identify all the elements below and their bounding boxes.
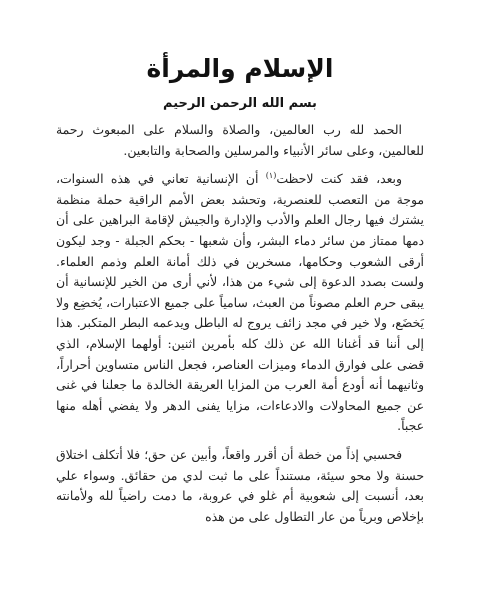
basmala-line: بسم الله الرحمن الرحيم — [163, 96, 317, 111]
document-title: الإسلام والمرأة — [146, 54, 334, 83]
paragraph-main-body: أن الإنسانية تعاني في هذه السنوات، موجة من التعصب للعنصرية، وتحشد بعض الأمم الراقية حملة منظمة يشترك فيها رجال العلم والأدب والإدارة والجيش لإقامة البراهين على أن دمها ممتاز من سائر دماء البشر، وأن شعبها - بحكم الجبلة - وجد ليكون أرقى الشعوب وحكامها، مسخرين في ذلك أمانة العلم وذمم العلماء. ولست بصدد الدعوة إلى شيء من هذا، لأني أرى من الخير للإنسانية أن يبقى حرم العلم مصوناً من العبث، سامياً على جميع الاعتبارات، يُخضِع ولا يَخضَع، ولا خير في مجد زائف يروج له الباطل ويدعمه البطر المتكبر. هذا إلى أننا قد أغنانا الله عن ذلك كله بأمرين اثنين: أولهما الإسلام، الذي قضى على فوارق الدماء وميزات العناصر، فجعل الناس متساوين أحراراً، وثانيهما أنه أودع أمة العرب من المزايا العريقة الخالدة ما جعلنا في غنى عن جميع المحاولات والادعاءات، مزايا يفنى الدهر ولا يفضي أهله منها عجباً. — [56, 171, 424, 434]
paragraph-opening: الحمد لله رب العالمين، والصلاة والسلام على المبعوث رحمة للعالمين، وعلى سائر الأنبياء والمرسلين والصحابة والتابعين. — [56, 122, 424, 158]
paragraph-closing: فحسبي إذاً من خطة أن أقرر واقعاً، وأبين عن حق؛ فلا أتكلف اختلاق حسنة ولا محو سيئة، مستنداً على ما ثبت لدي من حقائق. وسواء علي بعد، أنسبت إلى شعوبية أم غلو في عروبة، ما دمت راضياً لله ولأمانته بإخلاص وبرياً من عار التطاول على من هذه — [56, 446, 424, 524]
paragraph-main-lead: وبعد، فقد كنت لاحظت — [276, 171, 402, 187]
footnote-marker: (١) — [265, 171, 277, 181]
paragraph-main — [56, 169, 424, 437]
